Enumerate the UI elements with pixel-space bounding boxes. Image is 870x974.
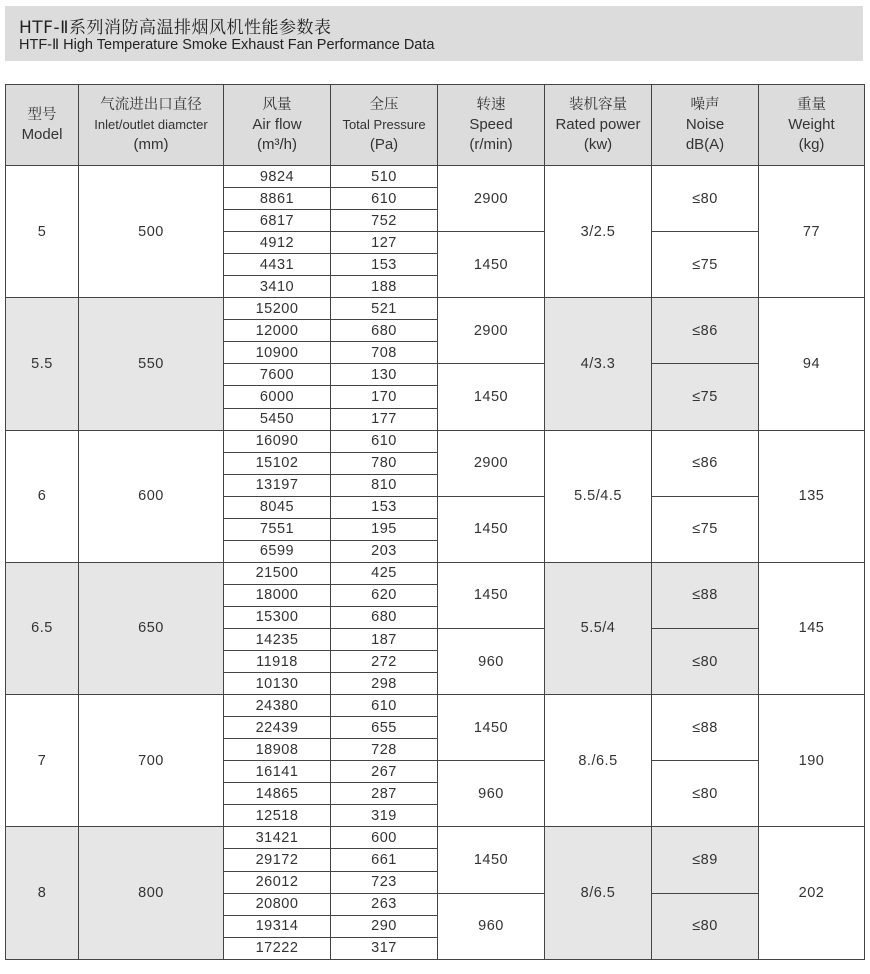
pressure-cell: 319 — [331, 805, 438, 827]
speed-cell: 960 — [438, 628, 545, 694]
speed-cell: 960 — [438, 893, 545, 959]
header-speed: 转速 Speed (r/min) — [438, 85, 545, 166]
airflow-cell: 7600 — [224, 364, 331, 386]
airflow-cell: 6000 — [224, 386, 331, 408]
weight-cell: 145 — [759, 562, 865, 694]
noise-cell: ≤80 — [652, 166, 759, 232]
noise-cell: ≤88 — [652, 562, 759, 628]
pressure-cell: 600 — [331, 827, 438, 849]
noise-cell: ≤75 — [652, 496, 759, 562]
noise-cell: ≤86 — [652, 298, 759, 364]
power-cell: 3/2.5 — [545, 166, 652, 298]
header-model: 型号 Model — [6, 85, 79, 166]
pressure-cell: 153 — [331, 254, 438, 276]
diameter-cell: 500 — [79, 166, 224, 298]
airflow-cell: 29172 — [224, 849, 331, 871]
airflow-cell: 20800 — [224, 893, 331, 915]
speed-cell: 2900 — [438, 166, 545, 232]
header-noise: 噪声 Noise dB(A) — [652, 85, 759, 166]
airflow-cell: 10130 — [224, 673, 331, 695]
pressure-cell: 267 — [331, 761, 438, 783]
model-cell: 6.5 — [6, 562, 79, 694]
pressure-cell: 655 — [331, 717, 438, 739]
noise-cell: ≤88 — [652, 695, 759, 761]
weight-cell: 202 — [759, 827, 865, 960]
power-cell: 5.5/4 — [545, 562, 652, 694]
power-cell: 8./6.5 — [545, 695, 652, 827]
power-cell: 8/6.5 — [545, 827, 652, 960]
airflow-cell: 8861 — [224, 188, 331, 210]
airflow-cell: 14865 — [224, 783, 331, 805]
header-pressure: 全压 Total Pressure (Pa) — [331, 85, 438, 166]
model-cell: 8 — [6, 827, 79, 960]
airflow-cell: 16141 — [224, 761, 331, 783]
airflow-cell: 9824 — [224, 166, 331, 188]
diameter-cell: 800 — [79, 827, 224, 960]
speed-cell: 1450 — [438, 364, 545, 430]
airflow-cell: 8045 — [224, 496, 331, 518]
pressure-cell: 610 — [331, 188, 438, 210]
model-cell: 5 — [6, 166, 79, 298]
airflow-cell: 15102 — [224, 452, 331, 474]
pressure-cell: 521 — [331, 298, 438, 320]
diameter-cell: 600 — [79, 430, 224, 562]
title-bar — [5, 6, 863, 61]
table-row — [6, 562, 865, 584]
pressure-cell: 298 — [331, 673, 438, 695]
airflow-cell: 22439 — [224, 717, 331, 739]
pressure-cell: 510 — [331, 166, 438, 188]
power-cell: 4/3.3 — [545, 298, 652, 430]
pressure-cell: 317 — [331, 937, 438, 959]
table-row — [6, 827, 865, 849]
weight-cell: 94 — [759, 298, 865, 430]
pressure-cell: 272 — [331, 651, 438, 673]
pressure-cell: 130 — [331, 364, 438, 386]
pressure-cell: 195 — [331, 518, 438, 540]
airflow-cell: 13197 — [224, 474, 331, 496]
airflow-cell: 24380 — [224, 695, 331, 717]
pressure-cell: 203 — [331, 540, 438, 562]
pressure-cell: 263 — [331, 893, 438, 915]
airflow-cell: 26012 — [224, 871, 331, 893]
title-english: HTF-Ⅱ High Temperature Smoke Exhaust Fan Performance Data — [19, 37, 435, 53]
pressure-cell: 620 — [331, 584, 438, 606]
table-body — [6, 166, 865, 960]
title-chinese: HTF-Ⅱ系列消防高温排烟风机性能参数表 — [19, 18, 332, 38]
weight-cell: 77 — [759, 166, 865, 298]
airflow-cell: 6817 — [224, 210, 331, 232]
pressure-cell: 287 — [331, 783, 438, 805]
speed-cell: 1450 — [438, 232, 545, 298]
pressure-cell: 188 — [331, 276, 438, 298]
speed-cell: 2900 — [438, 298, 545, 364]
pressure-cell: 610 — [331, 695, 438, 717]
pressure-cell: 810 — [331, 474, 438, 496]
table-row — [6, 166, 865, 188]
diameter-cell: 700 — [79, 695, 224, 827]
airflow-cell: 15200 — [224, 298, 331, 320]
pressure-cell: 290 — [331, 915, 438, 937]
power-cell: 5.5/4.5 — [545, 430, 652, 562]
pressure-cell: 680 — [331, 606, 438, 628]
speed-cell: 960 — [438, 761, 545, 827]
pressure-cell: 610 — [331, 430, 438, 452]
pressure-cell: 170 — [331, 386, 438, 408]
model-cell: 6 — [6, 430, 79, 562]
airflow-cell: 16090 — [224, 430, 331, 452]
header-airflow: 风量 Air flow (m³/h) — [224, 85, 331, 166]
weight-cell: 190 — [759, 695, 865, 827]
airflow-cell: 15300 — [224, 606, 331, 628]
noise-cell: ≤75 — [652, 232, 759, 298]
airflow-cell: 18908 — [224, 739, 331, 761]
airflow-cell: 3410 — [224, 276, 331, 298]
diameter-cell: 550 — [79, 298, 224, 430]
airflow-cell: 19314 — [224, 915, 331, 937]
airflow-cell: 4912 — [224, 232, 331, 254]
noise-cell: ≤80 — [652, 761, 759, 827]
pressure-cell: 177 — [331, 408, 438, 430]
speed-cell: 1450 — [438, 695, 545, 761]
table-row — [6, 695, 865, 717]
table-row — [6, 298, 865, 320]
pressure-cell: 780 — [331, 452, 438, 474]
speed-cell: 1450 — [438, 827, 545, 893]
pressure-cell: 661 — [331, 849, 438, 871]
noise-cell: ≤89 — [652, 827, 759, 893]
speed-cell: 2900 — [438, 430, 545, 496]
weight-cell: 135 — [759, 430, 865, 562]
model-cell: 7 — [6, 695, 79, 827]
airflow-cell: 17222 — [224, 937, 331, 959]
pressure-cell: 728 — [331, 739, 438, 761]
speed-cell: 1450 — [438, 496, 545, 562]
speed-cell: 1450 — [438, 562, 545, 628]
pressure-cell: 127 — [331, 232, 438, 254]
header-weight: 重量 Weight (kg) — [759, 85, 865, 166]
diameter-cell: 650 — [79, 562, 224, 694]
pressure-cell: 153 — [331, 496, 438, 518]
airflow-cell: 5450 — [224, 408, 331, 430]
airflow-cell: 11918 — [224, 651, 331, 673]
noise-cell: ≤86 — [652, 430, 759, 496]
pressure-cell: 425 — [331, 562, 438, 584]
airflow-cell: 10900 — [224, 342, 331, 364]
airflow-cell: 31421 — [224, 827, 331, 849]
performance-table — [5, 84, 865, 960]
airflow-cell: 4431 — [224, 254, 331, 276]
noise-cell: ≤80 — [652, 628, 759, 694]
airflow-cell: 12000 — [224, 320, 331, 342]
noise-cell: ≤75 — [652, 364, 759, 430]
header-power: 装机容量 Rated power (kw) — [545, 85, 652, 166]
pressure-cell: 752 — [331, 210, 438, 232]
pressure-cell: 187 — [331, 628, 438, 650]
table-row — [6, 430, 865, 452]
airflow-cell: 12518 — [224, 805, 331, 827]
header-diameter: 气流进出口直径 Inlet/outlet diamcter (mm) — [79, 85, 224, 166]
airflow-cell: 21500 — [224, 562, 331, 584]
airflow-cell: 18000 — [224, 584, 331, 606]
header-row — [6, 85, 865, 166]
pressure-cell: 680 — [331, 320, 438, 342]
pressure-cell: 723 — [331, 871, 438, 893]
airflow-cell: 6599 — [224, 540, 331, 562]
noise-cell: ≤80 — [652, 893, 759, 959]
pressure-cell: 708 — [331, 342, 438, 364]
airflow-cell: 7551 — [224, 518, 331, 540]
model-cell: 5.5 — [6, 298, 79, 430]
airflow-cell: 14235 — [224, 628, 331, 650]
